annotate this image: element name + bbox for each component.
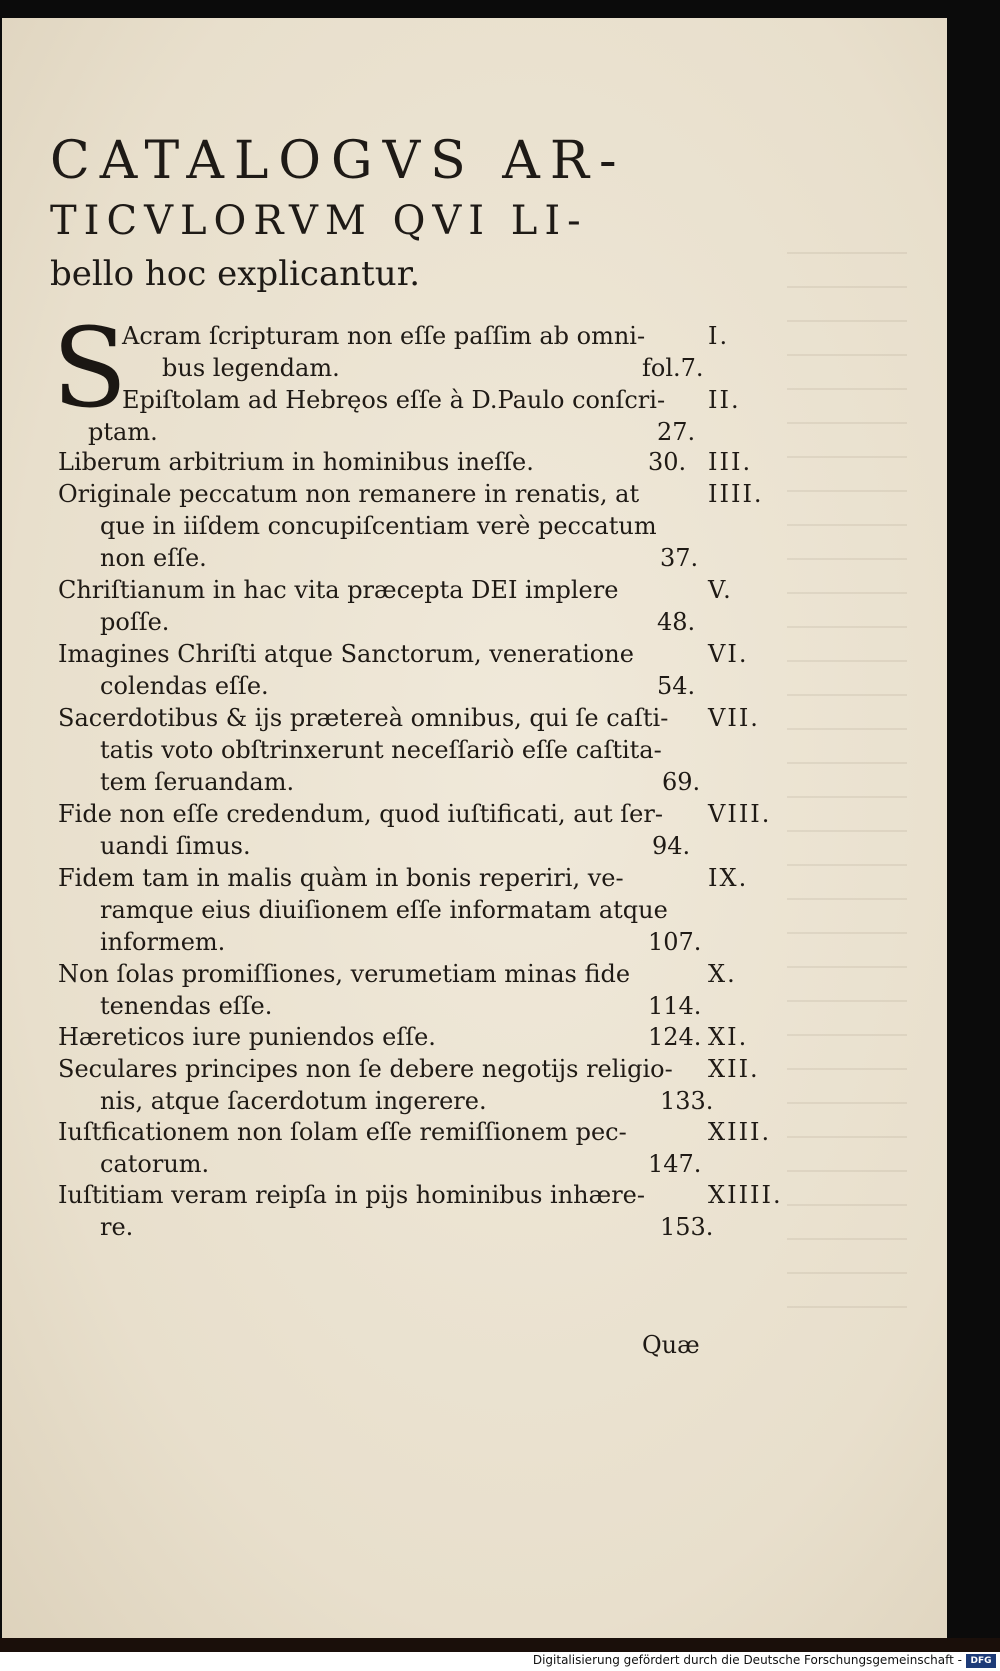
article-number: XII.	[708, 1055, 760, 1083]
article-number: XI.	[708, 1023, 749, 1051]
article-number: IX.	[708, 864, 749, 892]
article-line: tatis voto obſtrinxerunt neceſſariò eſſe caſtita-	[100, 736, 662, 764]
folio-reference: 107.	[648, 928, 702, 956]
folio-reference: 94.	[652, 832, 691, 860]
article-number: I.	[708, 322, 730, 350]
page-bottom-edge	[0, 1638, 1000, 1652]
title-line-1: CATALOGVS AR-	[50, 131, 627, 191]
article-number: IIII.	[708, 480, 764, 508]
book-page	[2, 18, 947, 1640]
article-line: informem.	[100, 928, 226, 956]
article-line: colendas eſſe.	[100, 672, 269, 700]
title-line-3: bello hoc explicantur.	[50, 254, 421, 294]
article-number: VIII.	[708, 800, 772, 828]
article-number: III.	[708, 448, 753, 476]
article-line: Acram ſcripturam non eſſe paſſim ab omni-	[122, 322, 646, 350]
article-line: Hæreticos iure puniendos eſſe.	[58, 1023, 436, 1051]
folio-reference: 30.	[648, 448, 687, 476]
article-number: VII.	[708, 704, 760, 732]
folio-reference: 27.	[657, 418, 696, 446]
article-number: XIII.	[708, 1118, 772, 1146]
article-line: Iuſtficationem non ſolam eſſe remiſſionem pec-	[58, 1118, 627, 1146]
article-line: Fide non eſſe credendum, quod iuſtificati, aut ſer-	[58, 800, 663, 828]
article-line: catorum.	[100, 1150, 210, 1178]
article-line: Chriſtianum in hac vita præcepta DEI implere	[58, 576, 619, 604]
article-line: Originale peccatum non remanere in renatis, at	[58, 480, 640, 508]
drop-capital: S	[52, 304, 128, 432]
article-line: uandi ſimus.	[100, 832, 251, 860]
article-line: Iuſtitiam veram reipſa in pijs hominibus inhære-	[58, 1181, 645, 1209]
article-number: X.	[708, 960, 737, 988]
article-line: Epiſtolam ad Hebręos eſſe à D.Paulo conſcri-	[122, 386, 666, 414]
article-line: Liberum arbitrium in hominibus ineſſe.	[58, 448, 534, 476]
article-line: poſſe.	[100, 608, 170, 636]
article-number: V.	[708, 576, 733, 604]
article-line: ramque eius diuiſionem eſſe informatam atque	[100, 896, 668, 924]
article-number: XIIII.	[708, 1181, 783, 1209]
article-line: non eſſe.	[100, 544, 207, 572]
article-line: bus legendam.	[162, 354, 340, 382]
article-number: II.	[708, 386, 741, 414]
article-line: Fidem tam in malis quàm in bonis reperiri, ve-	[58, 864, 624, 892]
article-line: Imagines Chriſti atque Sanctorum, veneratione	[58, 640, 634, 668]
article-line: Sacerdotibus & ijs prætereà omnibus, qui ſe caſti-	[58, 704, 669, 732]
article-line: re.	[100, 1213, 134, 1241]
folio-reference: 54.	[657, 672, 696, 700]
article-line: Seculares principes non ſe debere negotijs religio-	[58, 1055, 673, 1083]
article-line: que in iiſdem concupiſcentiam verè peccatum	[100, 512, 657, 540]
article-line: ptam.	[88, 418, 158, 446]
folio-reference: fol.7.	[642, 354, 704, 382]
folio-reference: 69.	[662, 768, 701, 796]
article-line: nis, atque ſacerdotum ingerere.	[100, 1087, 487, 1115]
folio-reference: 147.	[648, 1150, 702, 1178]
title-line-2: TICVLORVM QVI LI-	[50, 198, 588, 244]
dfg-logo: DFG	[966, 1654, 996, 1668]
folio-reference: 114.	[648, 992, 702, 1020]
article-line: Non ſolas promiſſiones, verumetiam minas fide	[58, 960, 631, 988]
folio-reference: 124.	[648, 1023, 702, 1051]
article-line: tenendas eſſe.	[100, 992, 273, 1020]
article-list	[2, 18, 947, 1640]
catchword: Quæ	[642, 1331, 700, 1359]
folio-reference: 133.	[660, 1087, 714, 1115]
folio-reference: 153.	[660, 1213, 714, 1241]
folio-reference: 37.	[660, 544, 699, 572]
footer-bar	[0, 1652, 1000, 1671]
folio-reference: 48.	[657, 608, 696, 636]
funding-credit: Digitalisierung gefördert durch die Deutsche Forschungsgemeinschaft -	[532, 1653, 962, 1667]
article-number: VI.	[708, 640, 749, 668]
article-line: tem ſeruandam.	[100, 768, 295, 796]
